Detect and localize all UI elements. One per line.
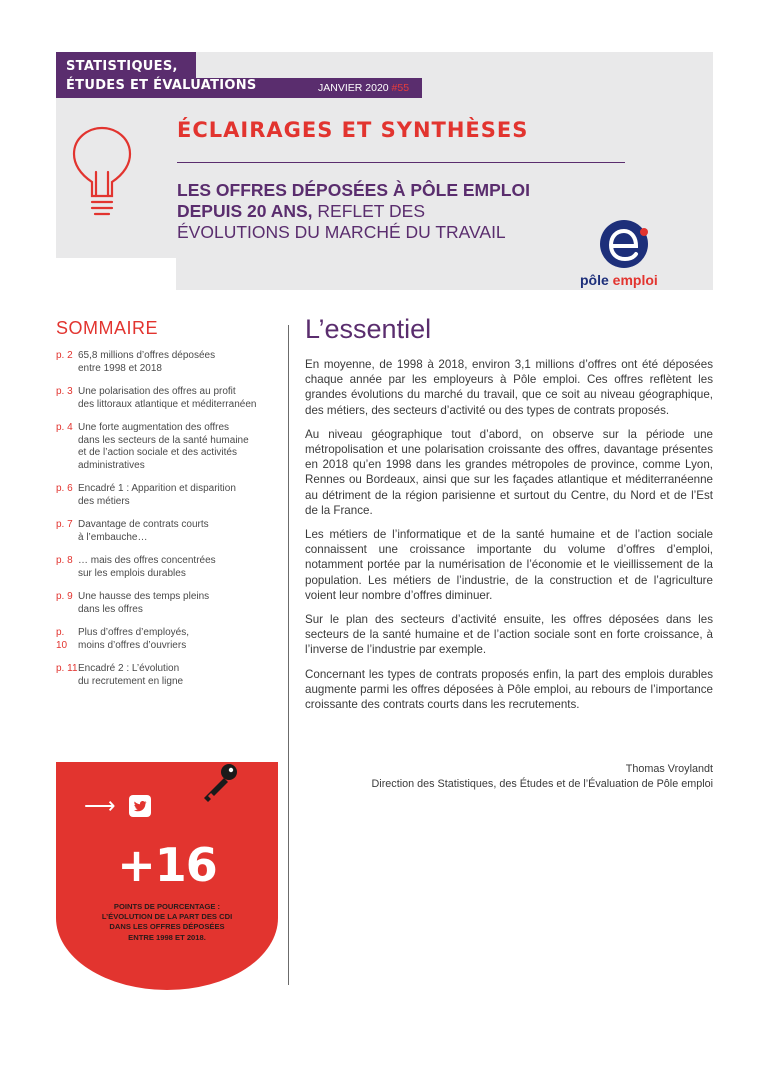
sommaire-page: p. 11: [56, 663, 78, 674]
sommaire-page: p. 3: [56, 386, 73, 397]
share-arrow: ⟶: [84, 793, 116, 818]
title-line-2-light: REFLET DES: [312, 201, 426, 221]
essentiel-paragraph: Sur le plan des secteurs d’activité ensuite, les offres déposées dans les secteurs de la santé humaine et de l’action sociale sont en forte croissance, à l’inverse de l’industrie par exemple.: [305, 613, 713, 657]
sommaire-list: [56, 350, 276, 699]
key-figure-value: +16: [117, 838, 217, 892]
sommaire-item[interactable]: [56, 483, 276, 508]
essentiel-title: L’essentiel: [305, 314, 432, 344]
sommaire-item[interactable]: [56, 663, 276, 688]
document-title: [177, 180, 597, 243]
title-line-1: LES OFFRES DÉPOSÉES À PÔLE EMPLOI: [177, 180, 530, 200]
key-icon: [198, 760, 242, 804]
sommaire-item[interactable]: [56, 627, 276, 652]
sommaire-page: p. 8: [56, 555, 73, 566]
sommaire-item[interactable]: [56, 555, 276, 580]
sommaire-text: Une polarisation des offres au profit des littoraux atlantique et méditerranéen: [78, 386, 257, 410]
sommaire-page: p. 6: [56, 483, 73, 494]
sommaire-page: p. 9: [56, 591, 73, 602]
logo-wordmark-a: pôle: [580, 272, 613, 288]
essentiel-paragraph: Les métiers de l’informatique et de la santé humaine et de l’action sociale connaissent une croissance importante du volume d’offres d’emploi, notamment portée par la numérisation de l’économie et le vieillissement de la population. Les métiers de l’industrie, de la construction et de l’agriculture voient leur nombre d’offres diminuer.: [305, 528, 713, 602]
sommaire-page: p. 2: [56, 350, 73, 361]
sommaire-page: p. 7: [56, 519, 73, 530]
series-label-line1: STATISTIQUES,: [66, 59, 178, 74]
issue-number: #55: [391, 82, 410, 94]
author-name: Thomas Vroylandt: [625, 763, 713, 775]
header-cutout: [56, 258, 176, 290]
sommaire-item[interactable]: [56, 350, 276, 375]
sommaire-page: p. 4: [56, 422, 73, 433]
sommaire-item[interactable]: [56, 591, 276, 616]
sommaire-text: Une forte augmentation des offres dans les secteurs de la santé humaine et de l’action sociale et des activités administratives: [78, 422, 249, 471]
issue-date: JANVIER 2020: [318, 82, 392, 94]
essentiel-paragraph: En moyenne, de 1998 à 2018, environ 3,1 millions d’offres ont été déposées chaque année par les employeurs à Pôle emploi. Ces offres reflètent les grandes évolutions du marché du travail, que ce soit au niveau géographique, des métiers, des secteurs d’activité ou des types de contrats proposés.: [305, 358, 713, 417]
column-divider: [288, 325, 289, 985]
essentiel-body: [305, 357, 713, 721]
signature: [372, 762, 714, 792]
sommaire-text: Plus d’offres d’employés, moins d’offres d’ouvriers: [78, 627, 189, 651]
title-line-2-bold: DEPUIS 20 ANS,: [177, 201, 313, 221]
lightbulb-icon: [62, 120, 152, 230]
sommaire-text: Une hausse des temps pleins dans les offres: [78, 591, 210, 615]
title-line-3: ÉVOLUTIONS DU MARCHÉ DU TRAVAIL: [177, 222, 506, 242]
sommaire-page: p. 10: [56, 627, 68, 651]
sommaire-text: Davantage de contrats courts à l’embauche…: [78, 519, 209, 543]
sommaire-title: SOMMAIRE: [56, 318, 159, 338]
author-role: Direction des Statistiques, des Études et de l’Évaluation de Pôle emploi: [371, 778, 713, 790]
logo-wordmark-b: emploi: [612, 272, 658, 288]
sommaire-item[interactable]: [56, 519, 276, 544]
sommaire-text: … mais des offres concentrées sur les emplois durables: [78, 555, 216, 579]
title-divider: [177, 162, 625, 163]
essentiel-paragraph: Concernant les types de contrats proposés enfin, la part des emplois durables augmente parmi les offres déposées à Pôle emploi, au rebours de l’importance croissante des contrats courts dans les recrutements.: [305, 667, 713, 712]
essentiel-paragraph: Au niveau géographique tout d’abord, on observe sur la période une métropolisation et une polarisation croissante des offres, davantage présentes en 2018 qu’en 1998 dans les grandes métropoles de province, comme Lyon, Rennes ou Bordeaux, ainsi que sur les façades atlantique et méditerranéenne au détriment de la région parisienne et surtout du Centre, du Nord et de l’Est de la France.: [305, 427, 713, 517]
series-label: [66, 57, 257, 95]
key-figure-description: POINTS DE POURCENTAGE : L’ÉVOLUTION DE LA PART DES CDI DANS LES OFFRES DÉPOSÉES ENTRE 1998 ET 2018.: [101, 902, 233, 942]
series-label-line2: ÉTUDES ET ÉVALUATIONS: [66, 78, 257, 93]
sommaire-item[interactable]: [56, 422, 276, 472]
sommaire-item[interactable]: [56, 386, 276, 411]
sommaire-text: Encadré 2 : L’évolution du recrutement en ligne: [78, 663, 184, 687]
issue-info: [318, 80, 409, 96]
sommaire-text: Encadré 1 : Apparition et disparition des métiers: [78, 483, 236, 507]
kicker-title: ÉCLAIRAGES ET SYNTHÈSES: [177, 118, 529, 142]
logo-wordmark: [580, 272, 658, 288]
sommaire-text: 65,8 millions d’offres déposées entre 1998 et 2018: [78, 350, 216, 374]
twitter-icon[interactable]: [128, 794, 152, 818]
